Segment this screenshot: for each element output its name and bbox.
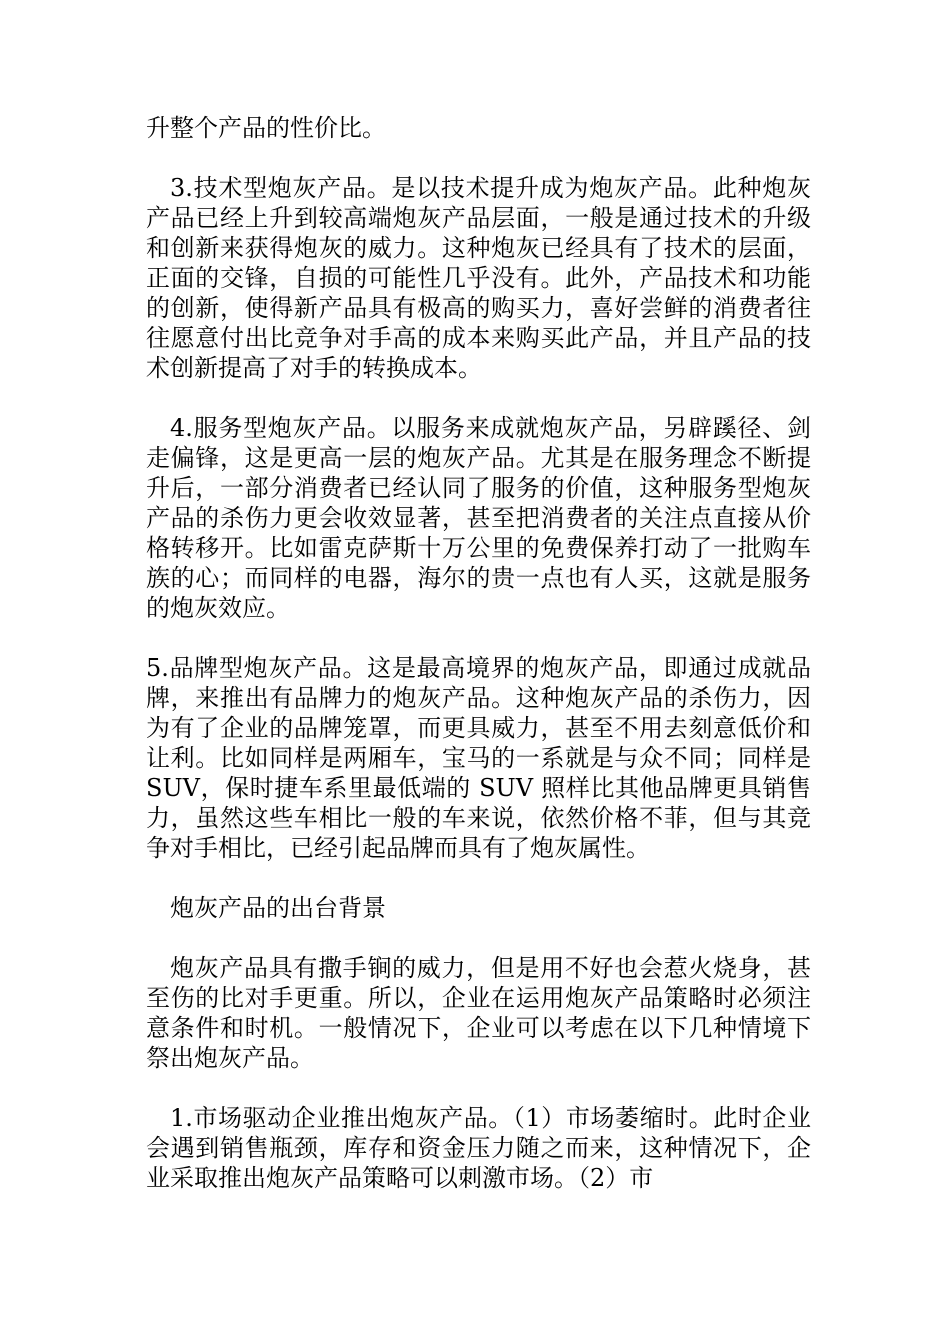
paragraph-continuation: 升整个产品的性价比。 (146, 114, 386, 142)
paragraph-market-driven: 1.市场驱动企业推出炮灰产品。（1）市场萎缩时。此时企业会遇到销售瓶颈，库存和资金压力随之而来，这种情况下，企业采取推出炮灰产品策略可以刺激市场。（2）市 (146, 1104, 811, 1192)
document-body (146, 113, 811, 1223)
paragraph-service-type: 4.服务型炮灰产品。以服务来成就炮灰产品，另辟蹊径、剑走偏锋，这是更高一层的炮灰产品。尤其是在服务理念不断提升后，一部分消费者已经认同了服务的价值，这种服务型炮灰产品的杀伤力更会收效显著，甚至把消费者的关注点直接从价格转移开。比如雷克萨斯十万公里的免费保养打动了一批购车族的心；而同样的电器，海尔的贵一点也有人买，这就是服务的炮灰效应。 (146, 414, 811, 622)
paragraph-technology-type: 3.技术型炮灰产品。是以技术提升成为炮灰产品。此种炮灰产品已经上升到较高端炮灰产品层面，一般是通过技术的升级和创新来获得炮灰的威力。这种炮灰已经具有了技术的层面，正面的交锋，自损的可能性几乎没有。此外，产品技术和功能的创新，使得新产品具有极高的购买力，喜好尝鲜的消费者往往愿意付出比竞争对手高的成本来购买此产品，并且产品的技术创新提高了对手的转换成本。 (146, 174, 811, 382)
paragraph-brand-type: 5.品牌型炮灰产品。这是最高境界的炮灰产品，即通过成就品牌，来推出有品牌力的炮灰产品。这种炮灰产品的杀伤力，因为有了企业的品牌笼罩，而更具威力，甚至不用去刻意低价和让利。比如同样是两厢车，宝马的一系就是与众不同；同样是 SUV，保时捷车系里最低端的 SUV 照样比其他品牌更具销售力，虽然这些车相比一般的车来说，依然价格不菲，但与其竞争对手相比，已经引起品牌而具有了炮灰属性。 (146, 654, 811, 862)
section-heading: 炮灰产品的出台背景 (170, 894, 386, 922)
paragraph-background-intro: 炮灰产品具有撒手锏的威力，但是用不好也会惹火烧身，甚至伤的比对手更重。所以，企业在运用炮灰产品策略时必须注意条件和时机。一般情况下，企业可以考虑在以下几种情境下祭出炮灰产品。 (146, 954, 811, 1072)
